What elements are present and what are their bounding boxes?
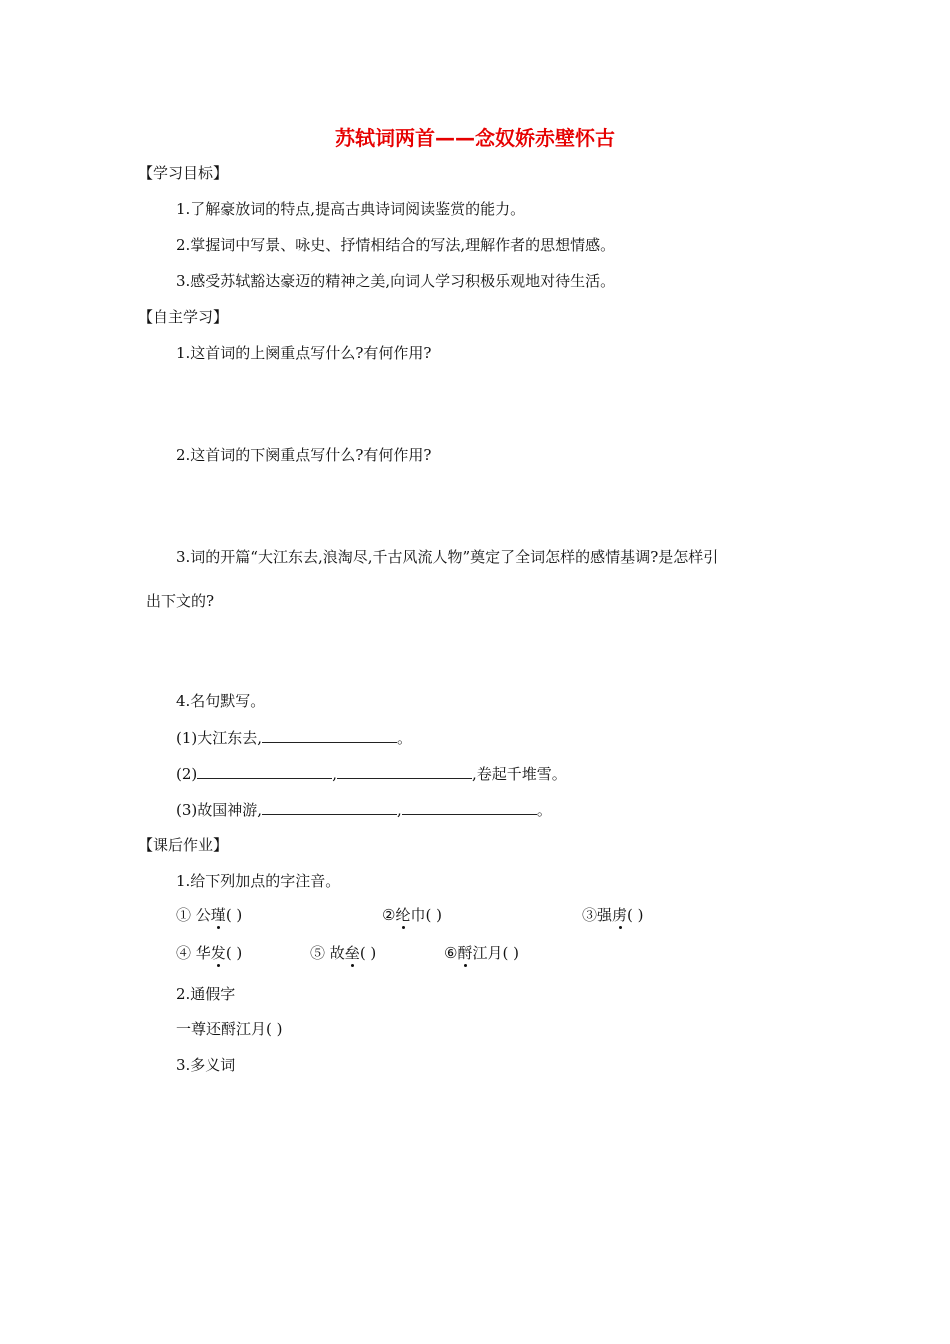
item-text: 强 <box>597 906 613 924</box>
fill-text: 。 <box>397 729 413 747</box>
dotted-char: 纶 <box>395 906 411 924</box>
item-text: 故 <box>325 944 345 962</box>
question-1: 1.这首词的上阕重点写什么?有何作用? <box>176 344 432 362</box>
item-number: ④ <box>176 944 192 962</box>
answer-blank[interactable] <box>337 763 472 779</box>
answer-blank[interactable] <box>197 763 332 779</box>
pinyin-item-4 <box>176 943 242 963</box>
homework-question-1: 1.给下列加点的字注音。 <box>176 872 341 890</box>
item-number: ① <box>176 906 192 924</box>
homework-question-3: 3.多义词 <box>176 1056 236 1074</box>
homework-question-2: 2.通假字 <box>176 985 236 1003</box>
fill-text: , <box>332 765 338 783</box>
answer-paren[interactable]: ( ) <box>225 944 243 962</box>
pinyin-item-6 <box>444 943 519 963</box>
question-4: 4.名句默写。 <box>176 692 266 710</box>
question-3-line-2: 出下文的? <box>146 592 215 610</box>
item-text: 江月 <box>472 944 503 962</box>
fill-text: , <box>397 801 402 819</box>
homework-question-2-item: 一尊还酹江月( ) <box>176 1020 283 1038</box>
item-text: 巾 <box>410 906 426 924</box>
answer-paren[interactable]: ( ) <box>225 906 243 924</box>
dotted-char: 虏 <box>612 906 628 924</box>
dotted-char: 发 <box>210 944 226 962</box>
fill-blank-line-2 <box>176 763 567 784</box>
section-heading-self-study: 【自主学习】 <box>138 308 229 326</box>
page-title: 苏轼词两首——念奴娇赤壁怀古 <box>335 126 615 150</box>
answer-paren[interactable]: ( ) <box>627 906 644 924</box>
answer-blank[interactable] <box>262 727 397 743</box>
fill-text: (3)故国神游, <box>176 801 263 819</box>
pinyin-item-1 <box>176 905 242 925</box>
fill-text: ,卷起千堆雪。 <box>472 765 567 783</box>
answer-paren[interactable]: ( ) <box>502 944 519 962</box>
answer-paren[interactable]: ( ) <box>425 906 442 924</box>
goal-item: 2.掌握词中写景、咏史、抒情相结合的写法,理解作者的思想情感。 <box>176 236 616 254</box>
fill-blank-line-1 <box>176 727 412 748</box>
answer-paren[interactable]: ( ) <box>359 944 377 962</box>
item-number: ⑤ <box>310 944 326 962</box>
pinyin-item-5 <box>310 943 376 963</box>
fill-text: (1)大江东去, <box>176 729 263 747</box>
answer-blank[interactable] <box>262 799 397 815</box>
fill-text: 。 <box>536 801 552 819</box>
dotted-char: 酹 <box>457 944 473 962</box>
question-3-line-1: 3.词的开篇“大江东去,浪淘尽,千古风流人物”奠定了全词怎样的感情基调?是怎样引 <box>176 548 719 566</box>
item-number: ② <box>382 906 396 924</box>
dotted-char: 垒 <box>344 944 360 962</box>
dotted-char: 瑾 <box>210 906 226 924</box>
goal-item: 1.了解豪放词的特点,提高古典诗词阅读鉴赏的能力。 <box>176 200 526 218</box>
item-number: ③ <box>582 906 598 924</box>
pinyin-item-2 <box>382 905 442 925</box>
item-text: 公 <box>191 906 211 924</box>
item-text: 华 <box>191 944 211 962</box>
fill-text: (2) <box>176 765 198 783</box>
answer-blank[interactable] <box>402 799 537 815</box>
item-number: ⑥ <box>444 944 458 962</box>
fill-blank-line-3 <box>176 799 552 820</box>
section-heading-goals: 【学习目标】 <box>138 164 229 182</box>
section-heading-homework: 【课后作业】 <box>138 836 229 854</box>
pinyin-item-3 <box>582 905 644 925</box>
question-2: 2.这首词的下阕重点写什么?有何作用? <box>176 446 432 464</box>
goal-item: 3.感受苏轼豁达豪迈的精神之美,向词人学习积极乐观地对待生活。 <box>176 272 616 290</box>
